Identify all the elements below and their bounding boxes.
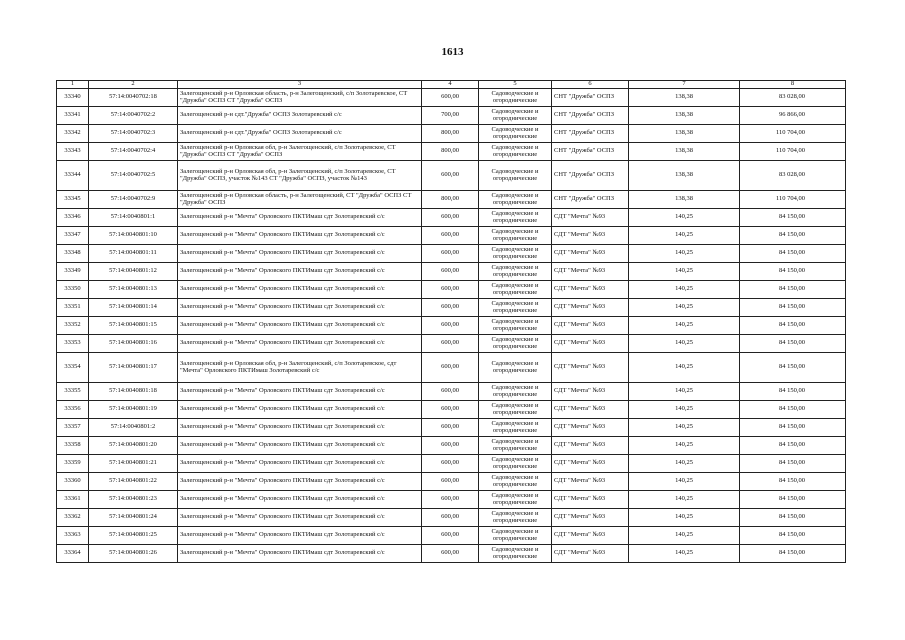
land-use-cell: Садоводческие и огороднические	[479, 473, 552, 491]
row-number-cell: 33347	[57, 227, 89, 245]
organization-cell: СНТ "Дружба" ОСПЗ	[552, 107, 629, 125]
table-row	[57, 437, 846, 455]
row-number-cell: 33345	[57, 191, 89, 209]
land-use-cell: Садоводческие и огороднические	[479, 191, 552, 209]
organization-cell: СДТ "Мечта" №93	[552, 491, 629, 509]
cadastral-value-cell: 84 150,00	[740, 419, 846, 437]
area-cell: 600,00	[422, 161, 479, 191]
table-row	[57, 245, 846, 263]
cadastral-number-cell: 57:14:0040702:9	[89, 191, 178, 209]
address-cell: Залегощенский р-н сдт."Дружба" ОСПЗ Золотаревский с/с	[178, 107, 422, 125]
cadastral-number-cell: 57:14:0040702:18	[89, 89, 178, 107]
specific-value-cell: 140,25	[629, 491, 740, 509]
cadastral-value-cell: 84 150,00	[740, 335, 846, 353]
table-row	[57, 263, 846, 281]
cadastral-value-cell: 84 150,00	[740, 527, 846, 545]
cadastral-value-cell: 84 150,00	[740, 509, 846, 527]
table-row	[57, 89, 846, 107]
organization-cell: СНТ "Дружба" ОСПЗ	[552, 125, 629, 143]
specific-value-cell: 140,25	[629, 353, 740, 383]
address-cell: Залегощенский р-н "Мечта" Орловского ПКТИмаш сдт Золотаревский с/с	[178, 419, 422, 437]
column-header: 2	[89, 81, 178, 89]
column-header: 3	[178, 81, 422, 89]
cadastral-number-cell: 57:14:0040801:17	[89, 353, 178, 383]
organization-cell: СДТ "Мечта" №93	[552, 383, 629, 401]
specific-value-cell: 138,38	[629, 161, 740, 191]
cadastral-number-cell: 57:14:0040702:2	[89, 107, 178, 125]
table-row	[57, 209, 846, 227]
specific-value-cell: 140,25	[629, 335, 740, 353]
table-row	[57, 125, 846, 143]
land-use-cell: Садоводческие и огороднические	[479, 401, 552, 419]
specific-value-cell: 140,25	[629, 227, 740, 245]
specific-value-cell: 140,25	[629, 317, 740, 335]
organization-cell: СДТ "Мечта" №93	[552, 509, 629, 527]
address-cell: Залегощенский р-н "Мечта" Орловского ПКТИмаш сдт Золотаревский с/с	[178, 245, 422, 263]
cadastral-value-cell: 84 150,00	[740, 401, 846, 419]
column-number-row	[57, 81, 846, 89]
cadastral-number-cell: 57:14:0040702:3	[89, 125, 178, 143]
area-cell: 600,00	[422, 491, 479, 509]
row-number-cell: 33350	[57, 281, 89, 299]
address-cell: Залегощенский р-н "Мечта" Орловского ПКТИмаш сдт Золотаревский с/с	[178, 437, 422, 455]
row-number-cell: 33355	[57, 383, 89, 401]
area-cell: 600,00	[422, 281, 479, 299]
area-cell: 600,00	[422, 317, 479, 335]
row-number-cell: 33342	[57, 125, 89, 143]
area-cell: 700,00	[422, 107, 479, 125]
column-header: 1	[57, 81, 89, 89]
table-row	[57, 509, 846, 527]
row-number-cell: 33359	[57, 455, 89, 473]
area-cell: 800,00	[422, 191, 479, 209]
organization-cell: СДТ "Мечта" №93	[552, 209, 629, 227]
specific-value-cell: 140,25	[629, 281, 740, 299]
cadastral-number-cell: 57:14:0040801:25	[89, 527, 178, 545]
cadastral-number-cell: 57:14:0040801:23	[89, 491, 178, 509]
area-cell: 600,00	[422, 419, 479, 437]
cadastral-value-cell: 84 150,00	[740, 353, 846, 383]
row-number-cell: 33363	[57, 527, 89, 545]
cadastral-value-cell: 84 150,00	[740, 383, 846, 401]
land-use-cell: Садоводческие и огороднические	[479, 245, 552, 263]
land-use-cell: Садоводческие и огороднические	[479, 527, 552, 545]
cadastral-number-cell: 57:14:0040801:26	[89, 545, 178, 563]
cadastral-value-cell: 84 150,00	[740, 263, 846, 281]
table-row	[57, 491, 846, 509]
cadastral-number-cell: 57:14:0040801:1	[89, 209, 178, 227]
column-header: 4	[422, 81, 479, 89]
land-use-cell: Садоводческие и огороднические	[479, 437, 552, 455]
row-number-cell: 33356	[57, 401, 89, 419]
specific-value-cell: 140,25	[629, 527, 740, 545]
cadastral-number-cell: 57:14:0040801:19	[89, 401, 178, 419]
table-row	[57, 401, 846, 419]
land-use-cell: Садоводческие и огороднические	[479, 419, 552, 437]
land-use-cell: Садоводческие и огороднические	[479, 317, 552, 335]
land-use-cell: Садоводческие и огороднические	[479, 227, 552, 245]
address-cell: Залегощенский р-н Орловская обл, р-н Залегощенский, с/п Золотаревское, СТ "Дружба" ОСПЗ, участок №143 СТ "Дружба" ОСПЗ, участок №143	[178, 161, 422, 191]
cadastral-number-cell: 57:14:0040801:20	[89, 437, 178, 455]
area-cell: 600,00	[422, 401, 479, 419]
column-header: 8	[740, 81, 846, 89]
cadastral-value-cell: 83 028,00	[740, 161, 846, 191]
specific-value-cell: 138,38	[629, 89, 740, 107]
cadastral-value-cell: 84 150,00	[740, 437, 846, 455]
area-cell: 600,00	[422, 263, 479, 281]
address-cell: Залегощенский р-н "Мечта" Орловского ПКТИмаш сдт Золотаревский с/с	[178, 473, 422, 491]
organization-cell: СДТ "Мечта" №93	[552, 263, 629, 281]
organization-cell: СДТ "Мечта" №93	[552, 473, 629, 491]
column-header: 7	[629, 81, 740, 89]
row-number-cell: 33362	[57, 509, 89, 527]
cadastral-number-cell: 57:14:0040801:21	[89, 455, 178, 473]
cadastral-value-cell: 110 704,00	[740, 143, 846, 161]
cadastral-value-cell: 96 866,00	[740, 107, 846, 125]
address-cell: Залегощенский р-н "Мечта" Орловского ПКТИмаш сдт Золотаревский с/с	[178, 299, 422, 317]
specific-value-cell: 140,25	[629, 299, 740, 317]
row-number-cell: 33340	[57, 89, 89, 107]
organization-cell: СНТ "Дружба" ОСПЗ	[552, 191, 629, 209]
area-cell: 800,00	[422, 143, 479, 161]
cadastral-value-cell: 110 704,00	[740, 191, 846, 209]
land-use-cell: Садоводческие и огороднические	[479, 263, 552, 281]
land-use-cell: Садоводческие и огороднические	[479, 335, 552, 353]
table-row	[57, 107, 846, 125]
land-use-cell: Садоводческие и огороднические	[479, 89, 552, 107]
land-use-cell: Садоводческие и огороднические	[479, 161, 552, 191]
row-number-cell: 33351	[57, 299, 89, 317]
address-cell: Залегощенский р-н "Мечта" Орловского ПКТИмаш сдт Золотаревский с/с	[178, 209, 422, 227]
cadastral-value-cell: 84 150,00	[740, 455, 846, 473]
organization-cell: СДТ "Мечта" №93	[552, 437, 629, 455]
land-register-table	[56, 80, 846, 563]
table-row	[57, 317, 846, 335]
land-use-cell: Садоводческие и огороднические	[479, 299, 552, 317]
table-body	[57, 89, 846, 563]
specific-value-cell: 140,25	[629, 545, 740, 563]
land-use-cell: Садоводческие и огороднические	[479, 455, 552, 473]
row-number-cell: 33344	[57, 161, 89, 191]
address-cell: Залегощенский р-н "Мечта" Орловского ПКТИмаш сдт Золотаревский с/с	[178, 383, 422, 401]
area-cell: 600,00	[422, 383, 479, 401]
cadastral-number-cell: 57:14:0040801:12	[89, 263, 178, 281]
cadastral-value-cell: 84 150,00	[740, 281, 846, 299]
specific-value-cell: 138,38	[629, 107, 740, 125]
table-row	[57, 353, 846, 383]
table-row	[57, 191, 846, 209]
area-cell: 600,00	[422, 299, 479, 317]
specific-value-cell: 140,25	[629, 509, 740, 527]
address-cell: Залегощенский р-н "Мечта" Орловского ПКТИмаш сдт Золотаревский с/с	[178, 227, 422, 245]
area-cell: 600,00	[422, 209, 479, 227]
organization-cell: СНТ "Дружба" ОСПЗ	[552, 89, 629, 107]
cadastral-value-cell: 84 150,00	[740, 227, 846, 245]
table-row	[57, 335, 846, 353]
specific-value-cell: 140,25	[629, 263, 740, 281]
organization-cell: СДТ "Мечта" №93	[552, 401, 629, 419]
row-number-cell: 33348	[57, 245, 89, 263]
address-cell: Залегощенский р-н "Мечта" Орловского ПКТИмаш сдт Золотаревский с/с	[178, 527, 422, 545]
address-cell: Залегощенский р-н "Мечта" Орловского ПКТИмаш сдт Золотаревский с/с	[178, 263, 422, 281]
specific-value-cell: 138,38	[629, 143, 740, 161]
area-cell: 600,00	[422, 527, 479, 545]
area-cell: 800,00	[422, 125, 479, 143]
organization-cell: СДТ "Мечта" №93	[552, 299, 629, 317]
table-row	[57, 455, 846, 473]
land-use-cell: Садоводческие и огороднические	[479, 209, 552, 227]
land-use-cell: Садоводческие и огороднические	[479, 491, 552, 509]
specific-value-cell: 140,25	[629, 401, 740, 419]
address-cell: Залегощенский р-н Орловская обл, р-н Залегощенский, с/п Золотаревское, СТ "Дружба" ОСПЗ СТ "Дружба" ОСПЗ	[178, 143, 422, 161]
area-cell: 600,00	[422, 455, 479, 473]
table-row	[57, 281, 846, 299]
address-cell: Залегощенский р-н "Мечта" Орловского ПКТИмаш сдт Золотаревский с/с	[178, 509, 422, 527]
row-number-cell: 33353	[57, 335, 89, 353]
cadastral-number-cell: 57:14:0040801:2	[89, 419, 178, 437]
land-use-cell: Садоводческие и огороднические	[479, 545, 552, 563]
column-header: 5	[479, 81, 552, 89]
area-cell: 600,00	[422, 509, 479, 527]
cadastral-value-cell: 84 150,00	[740, 491, 846, 509]
table-row	[57, 527, 846, 545]
row-number-cell: 33349	[57, 263, 89, 281]
row-number-cell: 33354	[57, 353, 89, 383]
row-number-cell: 33343	[57, 143, 89, 161]
organization-cell: СДТ "Мечта" №93	[552, 335, 629, 353]
table-row	[57, 161, 846, 191]
cadastral-number-cell: 57:14:0040801:24	[89, 509, 178, 527]
cadastral-value-cell: 110 704,00	[740, 125, 846, 143]
cadastral-number-cell: 57:14:0040801:15	[89, 317, 178, 335]
cadastral-value-cell: 83 028,00	[740, 89, 846, 107]
specific-value-cell: 140,25	[629, 473, 740, 491]
organization-cell: СНТ "Дружба" ОСПЗ	[552, 143, 629, 161]
specific-value-cell: 140,25	[629, 455, 740, 473]
cadastral-value-cell: 84 150,00	[740, 245, 846, 263]
row-number-cell: 33357	[57, 419, 89, 437]
table-row	[57, 227, 846, 245]
page-number: 1613	[441, 46, 464, 58]
organization-cell: СДТ "Мечта" №93	[552, 545, 629, 563]
land-use-cell: Садоводческие и огороднические	[479, 125, 552, 143]
land-use-cell: Садоводческие и огороднические	[479, 281, 552, 299]
row-number-cell: 33341	[57, 107, 89, 125]
area-cell: 600,00	[422, 473, 479, 491]
row-number-cell: 33360	[57, 473, 89, 491]
land-use-cell: Садоводческие и огороднические	[479, 353, 552, 383]
land-use-cell: Садоводческие и огороднические	[479, 107, 552, 125]
table-row	[57, 383, 846, 401]
cadastral-value-cell: 84 150,00	[740, 473, 846, 491]
organization-cell: СДТ "Мечта" №93	[552, 227, 629, 245]
table-row	[57, 419, 846, 437]
row-number-cell: 33361	[57, 491, 89, 509]
area-cell: 600,00	[422, 335, 479, 353]
address-cell: Залегощенский р-н Орловская область, р-н Залегощенский, с/п Золотаревское, СТ "Дружба" ОСПЗ СТ "Дружба" ОСПЗ	[178, 89, 422, 107]
table-row	[57, 143, 846, 161]
cadastral-number-cell: 57:14:0040801:14	[89, 299, 178, 317]
row-number-cell: 33364	[57, 545, 89, 563]
area-cell: 600,00	[422, 353, 479, 383]
organization-cell: СДТ "Мечта" №93	[552, 245, 629, 263]
land-use-cell: Садоводческие и огороднические	[479, 509, 552, 527]
specific-value-cell: 138,38	[629, 191, 740, 209]
specific-value-cell: 140,25	[629, 209, 740, 227]
land-use-cell: Садоводческие и огороднические	[479, 383, 552, 401]
row-number-cell: 33346	[57, 209, 89, 227]
address-cell: Залегощенский р-н "Мечта" Орловского ПКТИмаш сдт Золотаревский с/с	[178, 317, 422, 335]
cadastral-number-cell: 57:14:0040801:22	[89, 473, 178, 491]
area-cell: 600,00	[422, 227, 479, 245]
cadastral-value-cell: 84 150,00	[740, 545, 846, 563]
specific-value-cell: 140,25	[629, 419, 740, 437]
column-header: 6	[552, 81, 629, 89]
land-use-cell: Садоводческие и огороднические	[479, 143, 552, 161]
organization-cell: СДТ "Мечта" №93	[552, 455, 629, 473]
cadastral-number-cell: 57:14:0040801:16	[89, 335, 178, 353]
organization-cell: СДТ "Мечта" №93	[552, 353, 629, 383]
row-number-cell: 33358	[57, 437, 89, 455]
organization-cell: СДТ "Мечта" №93	[552, 419, 629, 437]
cadastral-number-cell: 57:14:0040801:11	[89, 245, 178, 263]
address-cell: Залегощенский р-н Орловская область, р-н Залегощенский, СТ "Дружба" ОСПЗ СТ "Дружба" ОСПЗ	[178, 191, 422, 209]
table-row	[57, 299, 846, 317]
cadastral-number-cell: 57:14:0040702:4	[89, 143, 178, 161]
cadastral-value-cell: 84 150,00	[740, 317, 846, 335]
cadastral-value-cell: 84 150,00	[740, 299, 846, 317]
address-cell: Залегощенский р-н "Мечта" Орловского ПКТИмаш сдт Золотаревский с/с	[178, 401, 422, 419]
address-cell: Залегощенский р-н "Мечта" Орловского ПКТИмаш сдт Золотаревский с/с	[178, 491, 422, 509]
cadastral-number-cell: 57:14:0040801:10	[89, 227, 178, 245]
specific-value-cell: 138,38	[629, 125, 740, 143]
cadastral-value-cell: 84 150,00	[740, 209, 846, 227]
specific-value-cell: 140,25	[629, 245, 740, 263]
row-number-cell: 33352	[57, 317, 89, 335]
cadastral-number-cell: 57:14:0040801:13	[89, 281, 178, 299]
address-cell: Залегощенский р-н "Мечта" Орловского ПКТИмаш сдт Золотаревский с/с	[178, 335, 422, 353]
address-cell: Залегощенский р-н Орловская обл, р-н Залегощенский, с/п Золотаревское, сдт "Мечта" Орловского ПКТИмаш Золотаревский с/с	[178, 353, 422, 383]
organization-cell: СДТ "Мечта" №93	[552, 317, 629, 335]
area-cell: 600,00	[422, 545, 479, 563]
specific-value-cell: 140,25	[629, 437, 740, 455]
address-cell: Залегощенский р-н "Мечта" Орловского ПКТИмаш сдт Золотаревский с/с	[178, 281, 422, 299]
specific-value-cell: 140,25	[629, 383, 740, 401]
table-row	[57, 473, 846, 491]
area-cell: 600,00	[422, 89, 479, 107]
area-cell: 600,00	[422, 245, 479, 263]
cadastral-number-cell: 57:14:0040801:18	[89, 383, 178, 401]
organization-cell: СНТ "Дружба" ОСПЗ	[552, 161, 629, 191]
table-row	[57, 545, 846, 563]
area-cell: 600,00	[422, 437, 479, 455]
cadastral-number-cell: 57:14:0040702:5	[89, 161, 178, 191]
organization-cell: СДТ "Мечта" №93	[552, 527, 629, 545]
organization-cell: СДТ "Мечта" №93	[552, 281, 629, 299]
address-cell: Залегощенский р-н "Мечта" Орловского ПКТИмаш сдт Золотаревский с/с	[178, 545, 422, 563]
address-cell: Залегощенский р-н "Мечта" Орловского ПКТИмаш сдт Золотаревский с/с	[178, 455, 422, 473]
address-cell: Залегощенский р-н сдт."Дружба" ОСПЗ Золотаревский с/с	[178, 125, 422, 143]
